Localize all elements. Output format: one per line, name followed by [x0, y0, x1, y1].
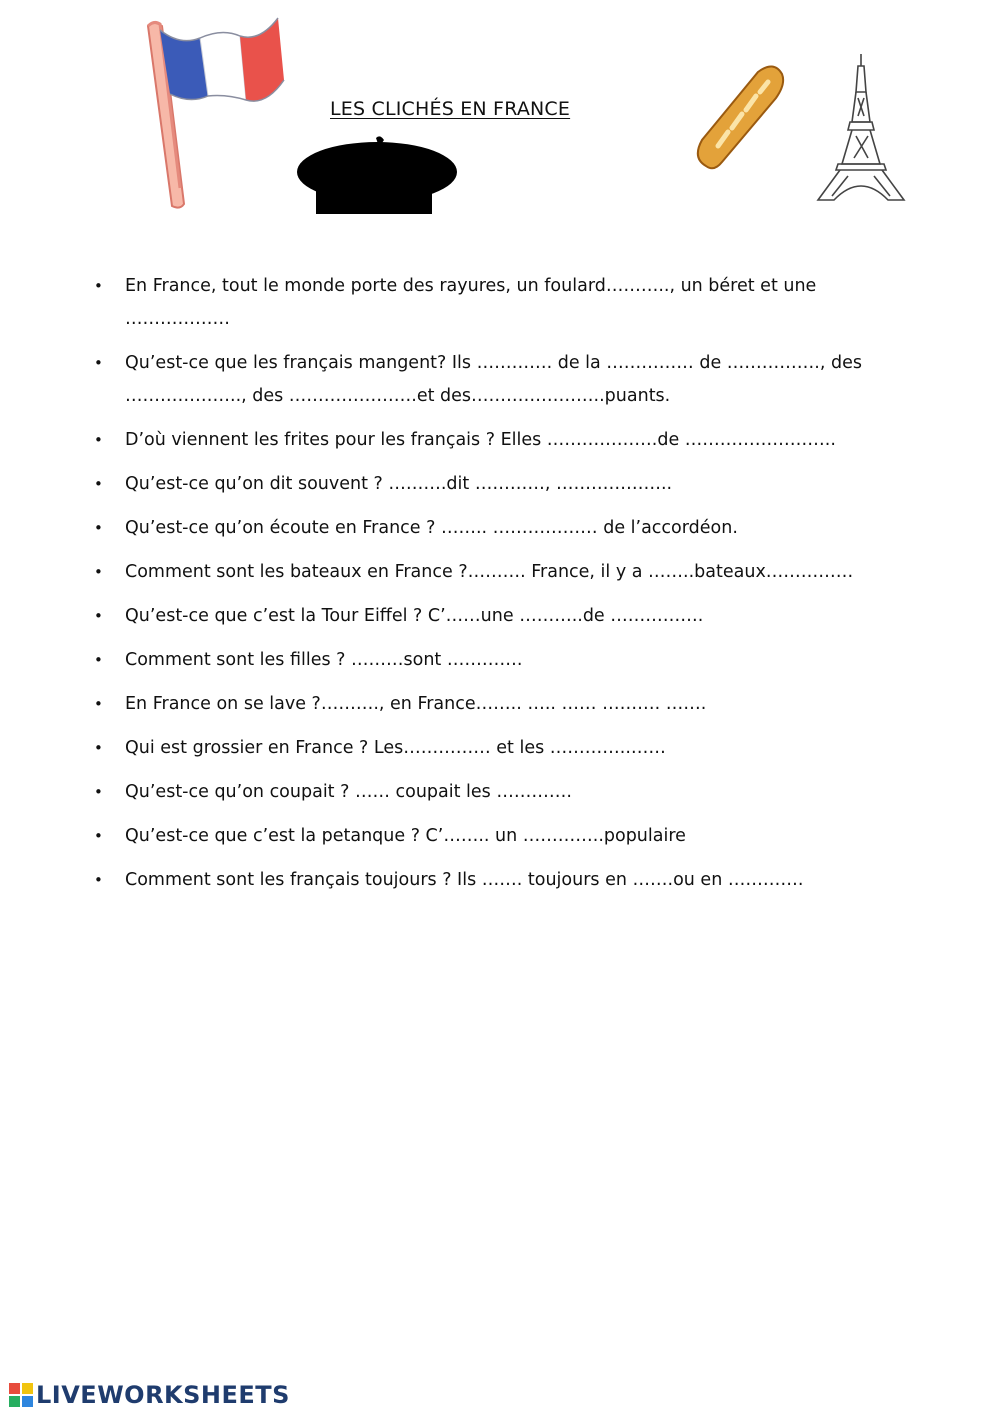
- beret-icon: [294, 134, 460, 216]
- liveworksheets-logo-icon: [8, 1382, 34, 1408]
- bullet-icon: •: [94, 431, 103, 449]
- bullet-icon: •: [94, 519, 103, 537]
- question-text: Qu’est-ce que c’est la Tour Eiffel ? C’……une ………..de …………….: [125, 606, 704, 626]
- bullet-icon: •: [94, 563, 103, 581]
- bullet-icon: •: [94, 651, 103, 669]
- bullet-icon: •: [94, 871, 103, 889]
- question-text: Comment sont les filles ? ………sont ………….: [125, 650, 523, 670]
- list-item: [94, 424, 864, 457]
- bullet-icon: •: [94, 277, 103, 295]
- flag-icon: [140, 12, 290, 212]
- question-text: En France, tout le monde porte des rayures, un foulard……….., un béret et une ………………: [125, 276, 817, 329]
- bullet-icon: •: [94, 739, 103, 757]
- page-title: LES CLICHÉS EN FRANCE: [330, 98, 571, 120]
- eiffel-tower-icon: [812, 52, 910, 204]
- list-item: [94, 644, 864, 677]
- question-text: D’où viennent les frites pour les français ? Elles ……………….de ……………………..: [125, 430, 836, 450]
- list-item: [94, 347, 864, 413]
- bullet-icon: •: [94, 783, 103, 801]
- bullet-icon: •: [94, 695, 103, 713]
- brand-name: LIVEWORKSHEETS: [36, 1381, 290, 1409]
- list-item: [94, 600, 864, 633]
- list-item: [94, 732, 864, 765]
- question-text: Qui est grossier en France ? Les…………… et les …………..……: [125, 738, 666, 758]
- list-item: [94, 820, 864, 853]
- question-text: En France on se lave ?………., en France…….. ….. …… ………. …….: [125, 694, 707, 714]
- question-list: [94, 270, 864, 908]
- question-text: Qu’est-ce que les français mangent? Ils …………. de la …………… de ……………., des ……………….., des ………………….et des…………………..puants.: [125, 353, 862, 406]
- list-item: [94, 270, 864, 336]
- list-item: [94, 556, 864, 589]
- question-text: Qu’est-ce qu’on coupait ? …… coupait les ………….: [125, 782, 572, 802]
- list-item: [94, 512, 864, 545]
- list-item: [94, 688, 864, 721]
- baguette-icon: [688, 62, 788, 174]
- question-text: Comment sont les français toujours ? Ils ……. toujours en …….ou en ………….: [125, 870, 804, 890]
- list-item: [94, 776, 864, 809]
- question-text: Qu’est-ce que c’est la petanque ? C’…….. un …………..populaire: [125, 826, 686, 846]
- bullet-icon: •: [94, 607, 103, 625]
- question-text: Qu’est-ce qu’on dit souvent ? ……….dit …………, ………………..: [125, 474, 673, 494]
- question-text: Comment sont les bateaux en France ?………. France, il y a ……..bateaux……………: [125, 562, 854, 582]
- liveworksheets-brand[interactable]: [8, 1381, 290, 1409]
- bullet-icon: •: [94, 827, 103, 845]
- bullet-icon: •: [94, 475, 103, 493]
- list-item: [94, 864, 864, 897]
- bullet-icon: •: [94, 354, 103, 372]
- question-text: Qu’est-ce qu’on écoute en France ? …….. ……………… de l’accordéon.: [125, 518, 738, 538]
- list-item: [94, 468, 864, 501]
